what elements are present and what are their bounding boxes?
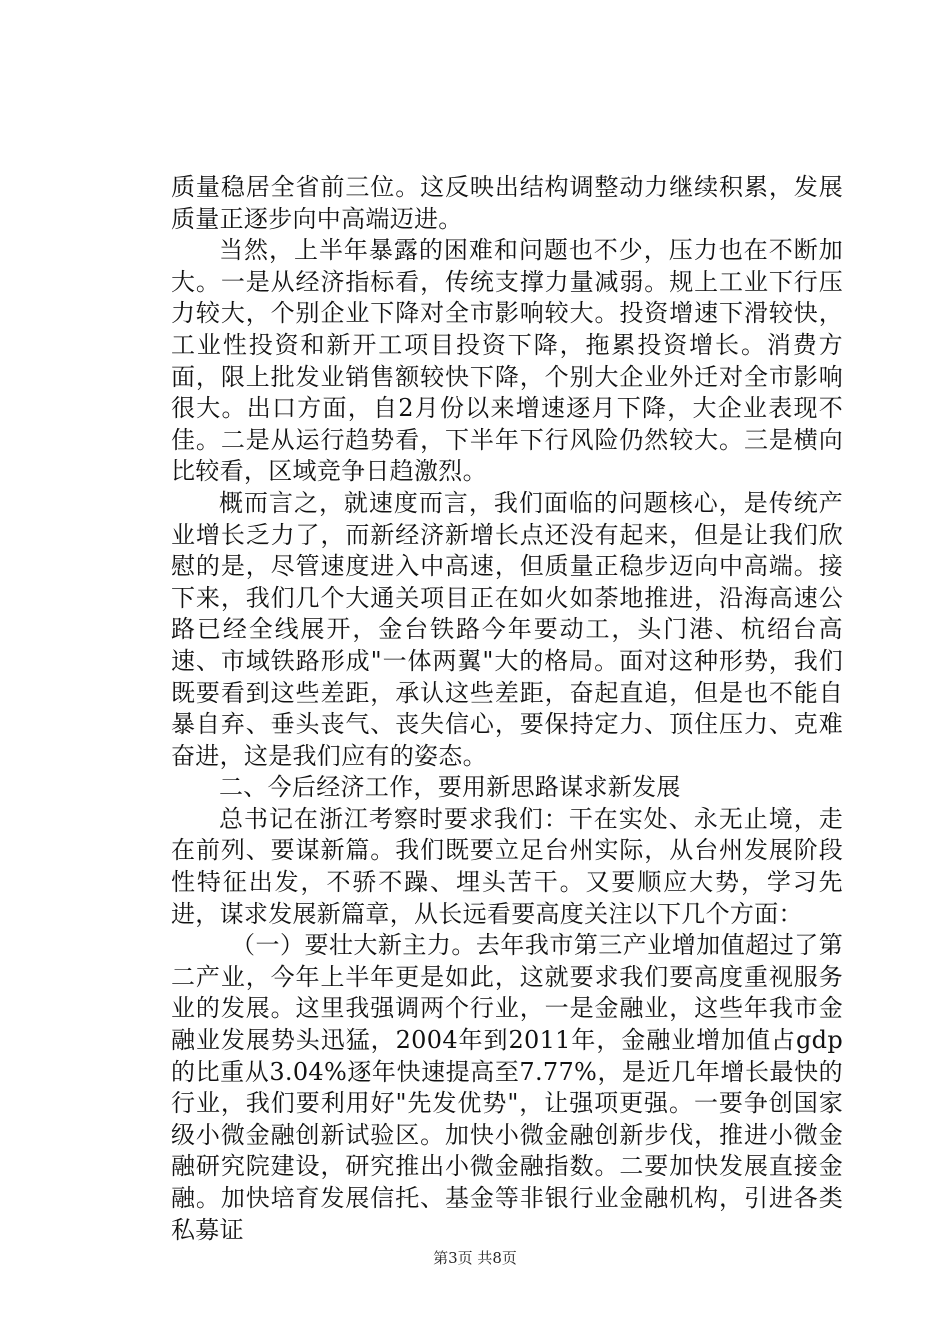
paragraph-summary: 概而言之，就速度而言，我们面临的问题核心，是传统产业增长乏力了，而新经济新增长点还没有起来，但是让我们欣慰的是，尽管速度进入中高速，但质量正稳步迈向中高端。接下来，我们几个大通关项目正在如火如荼地推进，沿海高速公路已经全线展开，金台铁路今年要动工，头门港、杭绍台高速、市域铁路形成"一体两翼"大的格局。面对这种形势，我们既要看到这些差距，承认这些差距，奋起直追，但是也不能自暴自弃、垂头丧气、丧失信心，要保持定力、顶住压力、克难奋进，这是我们应有的姿态。 [171, 488, 843, 770]
document-body [171, 172, 843, 1246]
page-footer: 第3页 共8页 [433, 1249, 517, 1267]
paragraph-new-main-force: （一）要壮大新主力。去年我市第三产业增加值超过了第二产业，今年上半年更是如此，这就要求我们要高度重视服务业的发展。这里我强调两个行业，一是金融业，这些年我市金融业发展势头迅猛，2004年到2011年，金融业增加值占gdp的比重从3.04%逐年快速提高至7.77%，是近几年增长最快的行业，我们要利用好"先发优势"，让强项更强。一要争创国家级小微金融创新试验区。加快小微金融创新步伐，推进小微金融研究院建设，研究推出小微金融指数。二要加快发展直接金融。加快培育发展信托、基金等非银行业金融机构，引进各类私募证 [171, 931, 843, 1244]
paragraph-difficulties: 当然，上半年暴露的困难和问题也不少，压力也在不断加大。一是从经济指标看，传统支撑力量减弱。规上工业下行压力较大，个别企业下降对全市影响较大。投资增速下滑较快，工业性投资和新开工项目投资下降，拖累投资增长。消费方面，限上批发业销售额较快下降，个别大企业外迁对全市影响很大。出口方面，自2月份以来增速逐月下降，大企业表现不佳。二是从运行趋势看，下半年下行风险仍然较大。三是横向比较看，区域竞争日趋激烈。 [171, 236, 843, 486]
section-heading: 二、今后经济工作，要用新思路谋求新发展 [219, 773, 681, 802]
paragraph-general-secretary: 总书记在浙江考察时要求我们：干在实处、永无止境，走在前列、要谋新篇。我们既要立足台州实际，从台州发展阶段性特征出发，不骄不躁、埋头苦干。又要顺应大势，学习先进，谋求发展新篇章，从长远看要高度关注以下几个方面： [171, 804, 843, 928]
paragraph-continuation: 质量稳居全省前三位。这反映出结构调整动力继续积累，发展质量正逐步向中高端迈进。 [171, 173, 843, 233]
